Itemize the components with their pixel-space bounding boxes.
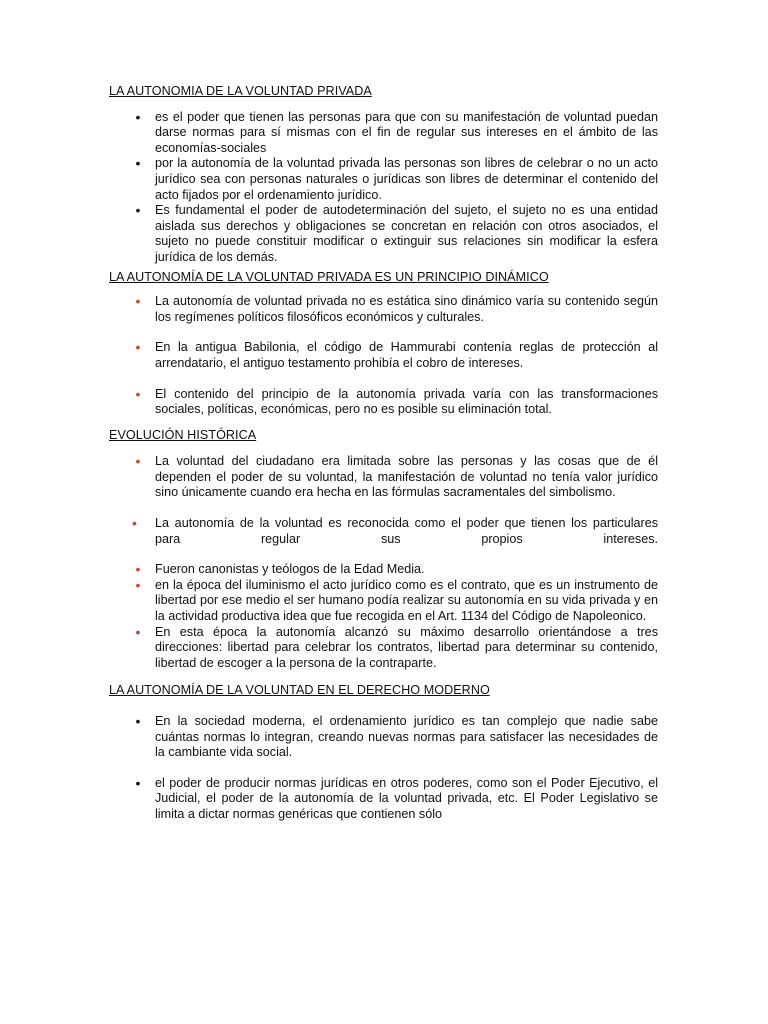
list-item-text: La autonomía de voluntad privada no es estática sino dinámico varía su contenido según los regímenes políticos filosóficos económicos y culturales. xyxy=(155,294,658,324)
section-heading: LA AUTONOMIA DE LA VOLUNTAD PRIVADA xyxy=(109,84,372,98)
list-item xyxy=(109,110,658,157)
list-item-text: el poder de producir normas jurídicas en otros poderes, como son el Poder Ejecutivo, el Judicial, el poder de la autonomía de la voluntad privada, etc. El Poder Legislativo se limita a dictar normas genéricas que contienen sólo xyxy=(155,775,658,821)
bullet-icon xyxy=(132,387,144,404)
list-item xyxy=(109,340,658,371)
section-heading: EVOLUCIÓN HISTÓRICA xyxy=(109,427,257,442)
section-principio-dinamico xyxy=(109,270,658,418)
bullet-list xyxy=(109,110,658,266)
bullet-icon xyxy=(132,110,144,127)
bullet-icon xyxy=(132,714,144,731)
list-item-text: en la época del iluminismo el acto jurídico como es el contrato, que es un instrumento de libertad por ese medio el ser humano podía realizar su autonomía en su vida privada y en la actividad productiva idea que fue recogida en el Art. 1134 del Código de Napoleonico. xyxy=(155,577,658,624)
list-item-text: En esta época la autonomía alcanzó su máximo desarrollo orientándose a tres direcciones: libertad para celebrar los contratos, libertad para determinar su contenido, libertad de escoger a la persona de la contraparte. xyxy=(155,624,658,670)
section-heading: LA AUTONOMÍA DE LA VOLUNTAD EN EL DERECHO MODERNO xyxy=(109,683,490,698)
list-item-text: es el poder que tienen las personas para que con su manifestación de voluntad puedan darse normas para sí mismas con el fin de regular sus intereses en el ámbito de las economías-sociales xyxy=(155,109,658,155)
section-autonomia-voluntad-privada xyxy=(109,84,658,266)
bullet-icon xyxy=(132,156,144,173)
bullet-icon xyxy=(132,776,144,793)
bullet-icon xyxy=(132,203,144,220)
list-item xyxy=(109,294,658,325)
bullet-list xyxy=(109,294,658,418)
document-page xyxy=(109,84,658,823)
list-item-text: En la sociedad moderna, el ordenamiento jurídico es tan complejo que nadie sabe cuántas normas lo integran, creando nuevas normas para satisfacer las necesidades de la cambiante vida social. xyxy=(155,714,658,760)
bullet-icon xyxy=(132,516,144,533)
list-item-text: por la autonomía de la voluntad privada las personas son libres de celebrar o no un acto jurídico sea con personas naturales o jurídicas son libres de determinar el contenido del acto fijados por el ordenamiento jurídico. xyxy=(155,156,658,202)
bullet-list xyxy=(109,454,658,671)
bullet-icon xyxy=(132,454,144,471)
bullet-icon xyxy=(132,578,144,595)
list-item-text: En la antigua Babilonia, el código de Hammurabi contenía reglas de protección al arrendatario, el antiguo testamento prohibía el cobro de intereses. xyxy=(155,340,658,370)
list-item xyxy=(109,454,658,501)
list-item-text: El contenido del principio de la autonomía privada varía con las transformaciones sociales, políticas, económicas, pero no es posible su eliminación total. xyxy=(155,386,658,417)
list-item xyxy=(109,156,658,203)
bullet-icon xyxy=(132,340,144,357)
list-item-text: La voluntad del ciudadano era limitada sobre las personas y las cosas que de él dependen el poder de su voluntad, la manifestación de voluntad no tenía valor jurídico sino únicamente cuando era hecha en las fórmulas sacramentales del simbolismo. xyxy=(155,454,658,500)
list-item xyxy=(109,578,658,625)
list-item-text: Es fundamental el poder de autodeterminación del sujeto, el sujeto no es una entidad aislada sus derechos y obligaciones se concretan en relación con otros asociados, el sujeto no puede constituir modificar o extinguir sus relaciones sin modificar la esfera jurídica de los demás. xyxy=(155,203,658,264)
bullet-list xyxy=(109,714,658,823)
section-derecho-moderno xyxy=(109,683,658,822)
list-item xyxy=(109,625,658,672)
list-item xyxy=(109,714,658,761)
list-item-text: La autonomía de la voluntad es reconocida como el poder que tienen los particulares para regular sus propios intereses. xyxy=(155,516,658,546)
list-item xyxy=(109,776,658,823)
list-item-text: Fueron canonistas y teólogos de la Edad Media. xyxy=(155,562,425,577)
section-heading: LA AUTONOMÍA DE LA VOLUNTAD PRIVADA ES UN PRINCIPIO DINÁMICO xyxy=(109,269,549,284)
bullet-icon xyxy=(132,294,144,311)
list-item xyxy=(109,387,658,418)
list-item xyxy=(109,516,658,547)
list-item xyxy=(109,203,658,265)
bullet-icon xyxy=(132,625,144,642)
list-item xyxy=(109,562,658,578)
section-evolucion-historica xyxy=(109,428,658,672)
